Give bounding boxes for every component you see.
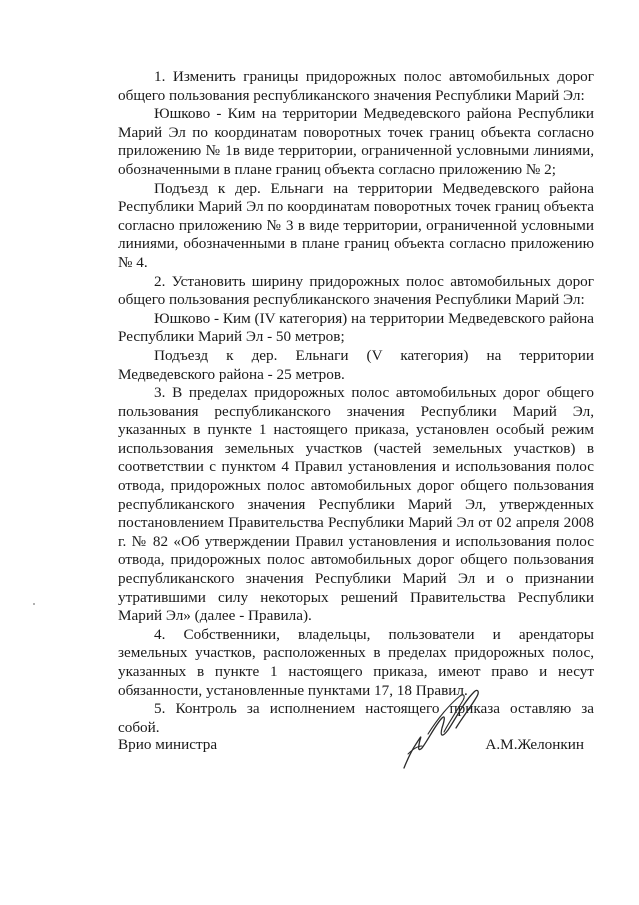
signer-name: А.М.Желонкин <box>485 736 584 753</box>
paragraph-4: 4. Собственники, владельцы, пользователи и арендаторы земельных участков, расположенных в пределах придорожных полос, указанных в пункте 1 настоящего приказа, имеют право и несут обязанности, установленные пунктами 17, 18 Правил. <box>118 625 594 699</box>
handwritten-signature <box>398 688 490 770</box>
paragraph-3: 3. В пределах придорожных полос автомобильных дорог общего пользования республиканского значения Республики Марий Эл, указанных в пункте 1 настоящего приказа, установлен особый режим использования земельных участков (частей земельных участков) в соответствии с пунктом 4 Правил установления и использования полос отвода, придорожных полос автомобильных дорог общего пользования республиканского значения Республики Марий Эл, утвержденных постановлением Правительства Республики Марий Эл от 02 апреля 2008 г. № 82 «Об утверждении Правил установления и использования полос отвода, придорожных полос автомобильных дорог общего пользования республиканского значения Республики Марий Эл и о признании утратившими силу некоторых решений Правительства Республики Марий Эл» (далее - Правила). <box>118 384 594 625</box>
document-body <box>118 68 594 737</box>
scan-speck <box>33 603 35 605</box>
paragraph-2-item-1: Юшково - Ким (IV категория) на территории Медведевского района Республики Марий Эл - 50 метров; <box>118 309 594 346</box>
paragraph-2: 2. Установить ширину придорожных полос автомобильных дорог общего пользования республиканского значения Республики Марий Эл: <box>118 272 594 309</box>
paragraph-1: 1. Изменить границы придорожных полос автомобильных дорог общего пользования республиканского значения Республики Марий Эл: <box>118 68 594 104</box>
paragraph-5: 5. Контроль за исполнением настоящего приказа оставляю за собой. <box>118 700 594 736</box>
signature-block <box>118 736 594 756</box>
paragraph-1-item-2: Подъезд к дер. Ельнаги на территории Медведевского района Республики Марий Эл по координатам поворотных точек границ объекта согласно приложению № 3 в виде территории, ограниченной условными линиями, обозначенными в плане границ объекта согласно приложению № 4. <box>118 179 594 271</box>
paragraph-1-item-1: Юшково - Ким на территории Медведевского района Республики Марий Эл по координатам поворотных точек границ объекта согласно приложению № 1в виде территории, ограниченной условными линиями, обозначенными в плане границ объекта согласно приложению № 2; <box>118 105 594 178</box>
paragraph-2-item-2: Подъезд к дер. Ельнаги (V категория) на территории Медведевского района - 25 метров. <box>118 346 594 383</box>
signer-position: Врио министра <box>118 736 218 753</box>
